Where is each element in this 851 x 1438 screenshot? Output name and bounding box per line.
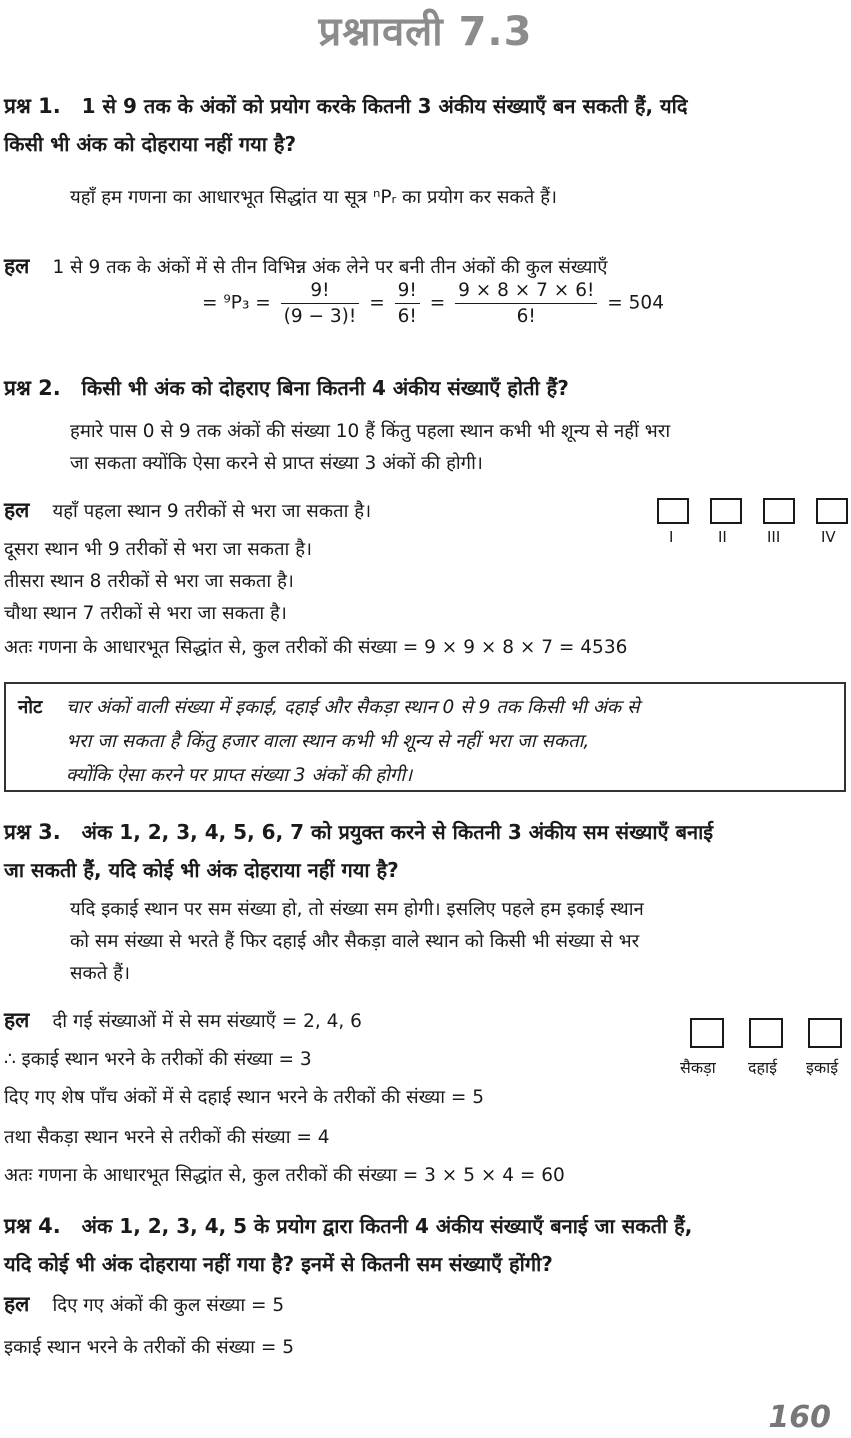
solution-label: हल (4, 498, 30, 522)
question-2 (4, 374, 569, 402)
place-label: IV (821, 528, 836, 546)
hint-line-1: हमारे पास 0 से 9 तक अंकों की संख्या 10 हैं किंतु पहला स्थान कभी भी शून्य से नहीं भरा (70, 421, 671, 442)
numerator: 9! (395, 280, 420, 304)
solution-line: तथा सैकड़ा स्थान भरने से तरीकों की संख्या = 4 (4, 1127, 330, 1148)
solution-label: हल (4, 254, 30, 278)
solution-line: दिए गए अंकों की कुल संख्या = 5 (52, 1295, 285, 1316)
question-label: प्रश्न 1. (4, 94, 61, 118)
solution-line: यहाँ पहला स्थान 9 तरीकों से भरा जा सकता है। (52, 501, 372, 522)
numerator: 9 × 8 × 7 × 6! (455, 280, 597, 304)
hint-line-2: जा सकता क्योंकि ऐसा करने से प्राप्त संख्या 3 अंकों की होगी। (70, 453, 483, 474)
numerator: 9! (281, 280, 360, 304)
solution-line: ∴ इकाई स्थान भरने के तरीकों की संख्या = 3 (4, 1049, 312, 1070)
solution-line: चौथा स्थान 7 तरीकों से भरा जा सकता है। (4, 603, 287, 624)
question-label: प्रश्न 2. (4, 376, 61, 400)
place-box-tens (749, 1018, 783, 1048)
solution-line: दिए गए शेष पाँच अंकों में से दहाई स्थान भरने के तरीकों की संख्या = 5 (4, 1087, 485, 1108)
place-box-hundreds (690, 1018, 724, 1048)
solution-line: इकाई स्थान भरने के तरीकों की संख्या = 5 (4, 1337, 294, 1358)
page-number: 160 (768, 1400, 831, 1435)
place-label: III (767, 528, 781, 546)
place-box-1 (657, 498, 689, 524)
place-box-units (808, 1018, 842, 1048)
solution-label: हल (4, 1292, 30, 1316)
solution-line: तीसरा स्थान 8 तरीकों से भरा जा सकता है। (4, 571, 294, 592)
question-3-line2: जा सकती हैं, यदि कोई भी अंक दोहराया नहीं गया है? (4, 858, 399, 882)
equals: = (429, 292, 446, 314)
question-label: प्रश्न 4. (4, 1214, 61, 1238)
place-label: I (669, 528, 674, 546)
question-3 (4, 818, 713, 846)
hint-line-2: को सम संख्या से भरते हैं फिर दहाई और सैकड़ा वाले स्थान को किसी भी संख्या से भर (70, 931, 640, 952)
note-box (4, 682, 846, 792)
solution-4 (4, 1290, 284, 1318)
solution-3 (4, 1006, 362, 1034)
solution-equation (202, 280, 664, 327)
note-line: भरा जा सकता है किंतु हजार वाला स्थान कभी भी शून्य से नहीं भरा जा सकता, (66, 731, 590, 752)
question-1-line2: किसी भी अंक को दोहराया नहीं गया है? (4, 132, 297, 156)
fraction-3 (455, 280, 597, 327)
equals: = (369, 292, 385, 314)
solution-2 (4, 496, 371, 524)
solution-line: अतः गणना के आधारभूत सिद्धांत से, कुल तरीकों की संख्या = 3 × 5 × 4 = 60 (4, 1165, 565, 1186)
fraction-2 (395, 280, 420, 327)
question-4-line2: यदि कोई भी अंक दोहराया नहीं गया है? इनमें से कितनी सम संख्याएँ होंगी? (4, 1252, 553, 1276)
place-box-2 (710, 498, 742, 524)
place-label: दहाई (748, 1058, 777, 1077)
denominator: 6! (516, 306, 536, 327)
question-text: किसी भी अंक को दोहराए बिना कितनी 4 अंकीय संख्याएँ होती हैं? (81, 376, 569, 400)
place-label: सैकड़ा (680, 1058, 716, 1077)
denominator: 6! (397, 306, 417, 327)
question-4 (4, 1212, 692, 1240)
question-1 (4, 92, 687, 120)
place-label: इकाई (806, 1058, 839, 1077)
question-label: प्रश्न 3. (4, 820, 61, 844)
solution-line: दी गई संख्याओं में से सम संख्याएँ = 2, 4, 6 (52, 1011, 362, 1032)
solution-line: अतः गणना के आधारभूत सिद्धांत से, कुल तरीकों की संख्या = 9 × 9 × 8 × 7 = 4536 (4, 637, 628, 658)
equation-prefix: = ⁹P₃ = (202, 292, 271, 314)
note-line: क्योंकि ऐसा करने पर प्राप्त संख्या 3 अंकों की होगी। (66, 765, 413, 786)
denominator: (9 − 3)! (283, 306, 357, 327)
fraction-1 (281, 280, 360, 327)
place-label: II (718, 528, 727, 546)
note-line: चार अंकों वाली संख्या में इकाई, दहाई और सैकड़ा स्थान 0 से 9 तक किसी भी अंक से (66, 697, 640, 718)
note-label: नोट (18, 697, 43, 718)
page-title: प्रश्नावली 7.3 (318, 9, 533, 55)
question-text: अंक 1, 2, 3, 4, 5, 6, 7 को प्रयुक्त करने से कितनी 3 अंकीय सम संख्याएँ बनाई (81, 820, 714, 844)
solution-line: दूसरा स्थान भी 9 तरीकों से भरा जा सकता है। (4, 539, 313, 560)
question-text: अंक 1, 2, 3, 4, 5 के प्रयोग द्वारा कितनी 4 अंकीय संख्याएँ बनाई जा सकती हैं, (81, 1214, 693, 1238)
question-text: 1 से 9 तक के अंकों को प्रयोग करके कितनी 3 अंकीय संख्याएँ बन सकती हैं, यदि (81, 94, 688, 118)
hint-line-3: सकते हैं। (70, 963, 130, 984)
equation-result: = 504 (607, 292, 664, 314)
solution-text: 1 से 9 तक के अंकों में से तीन विभिन्न अंक लेने पर बनी तीन अंकों की कुल संख्याएँ (52, 257, 608, 278)
hint-text: यहाँ हम गणना का आधारभूत सिद्धांत या सूत्र ⁿPᵣ का प्रयोग कर सकते हैं। (70, 187, 558, 208)
solution-1 (4, 252, 608, 280)
place-box-3 (763, 498, 795, 524)
solution-label: हल (4, 1008, 30, 1032)
hint-line-1: यदि इकाई स्थान पर सम संख्या हो, तो संख्या सम होगी। इसलिए पहले हम इकाई स्थान (70, 899, 644, 920)
place-box-4 (816, 498, 848, 524)
